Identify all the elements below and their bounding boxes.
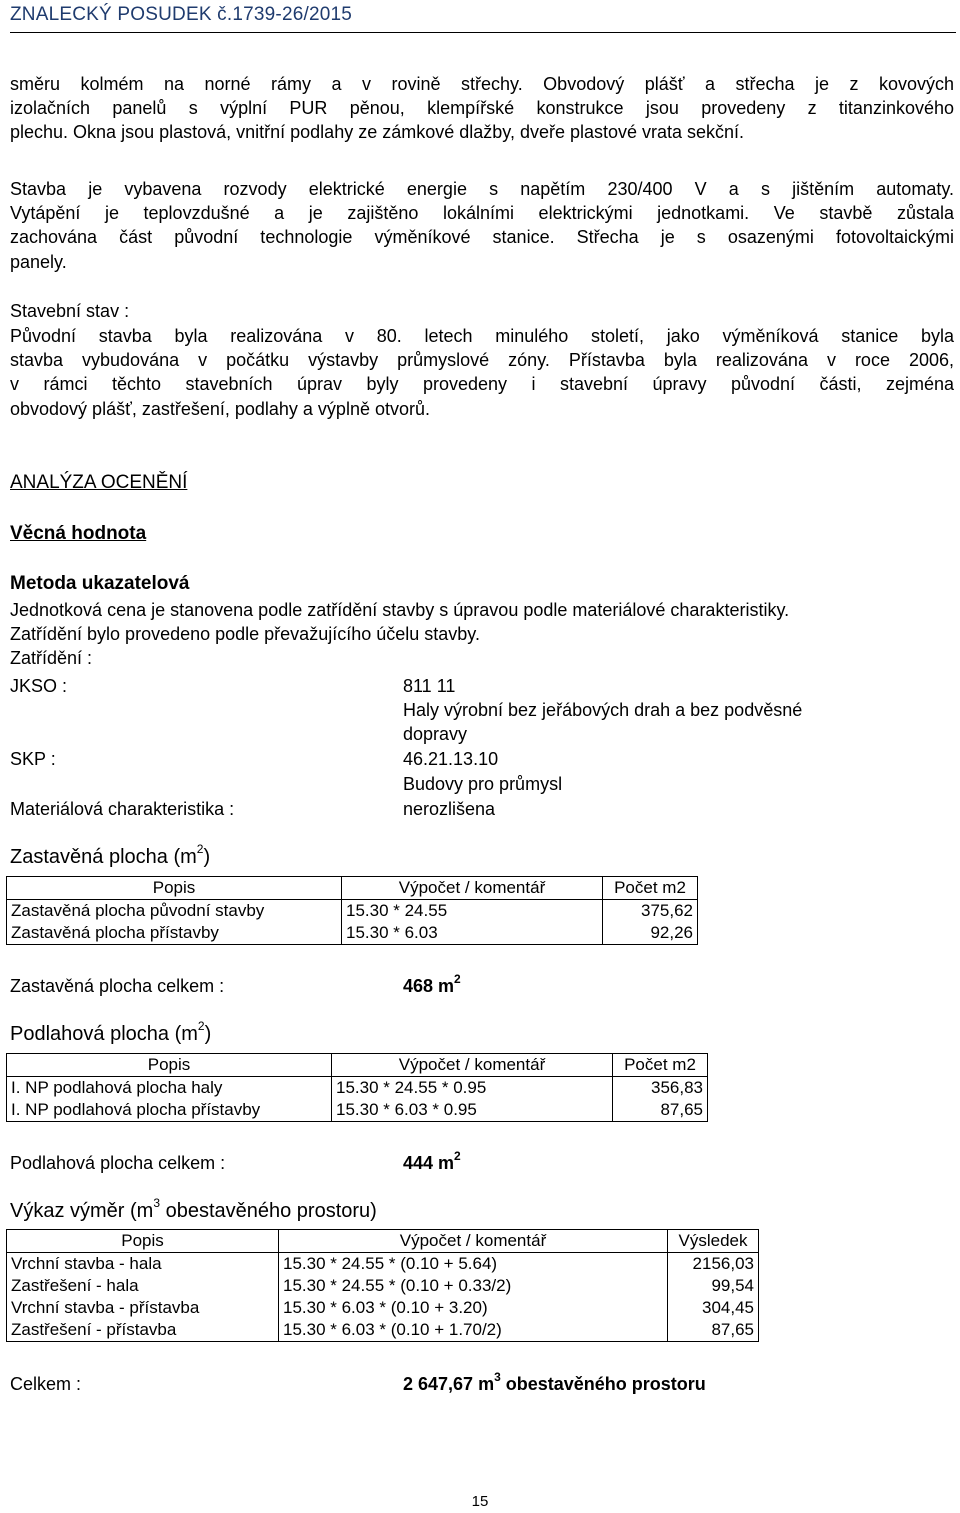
table-cell: 304,45	[668, 1297, 759, 1319]
volume-total-value	[403, 1370, 706, 1395]
total-text: 2 647,67 m	[403, 1374, 495, 1394]
title-sup: 2	[196, 842, 204, 857]
header-cell: Počet m2	[603, 877, 698, 900]
header-cell: Výpočet / komentář	[332, 1054, 613, 1077]
text-line: Jednotková cena je stanovena podle zatřídění stavby s úpravou podle materiálové charakteristiky.	[10, 600, 790, 620]
material-label: Materiálová charakteristika :	[10, 799, 235, 819]
table-cell: 15.30 * 6.03 * (0.10 + 1.70/2)	[279, 1319, 668, 1342]
table-cell: 15.30 * 24.55 * (0.10 + 5.64)	[279, 1253, 668, 1276]
text-line: Zatřídění :	[10, 648, 93, 669]
table-row	[7, 1297, 759, 1319]
header-cell: Popis	[7, 877, 342, 900]
jkso-desc-cont: dopravy	[403, 724, 468, 744]
total-end: obestavěného prostoru	[500, 1374, 706, 1394]
text-line: směru kolmém na norné rámy a v rovině střechy. Obvodový plášť a střecha je z kovových	[10, 74, 954, 94]
table-cell: 15.30 * 24.55 * 0.95	[332, 1077, 613, 1100]
table-row	[7, 1099, 708, 1122]
table-row	[7, 1253, 759, 1276]
floor-area-table	[6, 1053, 708, 1122]
table-cell: Zastavěná plocha původní stavby	[7, 900, 342, 923]
title-end: )	[203, 846, 211, 868]
header-cell: Popis	[7, 1054, 332, 1077]
built-area-total-label: Zastavěná plocha celkem :	[10, 976, 225, 996]
text-line: Zatřídění bylo provedeno podle převažujícího účelu stavby.	[10, 624, 480, 645]
skp-desc: Budovy pro průmysl	[403, 774, 563, 794]
text-line: panely.	[10, 251, 67, 272]
text-line: obvodový plášť, zastřešení, podlahy a výplně otvorů.	[10, 398, 430, 419]
total-text: 468 m	[403, 976, 455, 996]
table-cell: 99,54	[668, 1275, 759, 1297]
volume-table	[6, 1229, 759, 1342]
table-header-row	[7, 1230, 759, 1253]
table-cell: Zastřešení - hala	[7, 1275, 279, 1297]
header-cell: Výpočet / komentář	[342, 877, 603, 900]
header-cell: Výsledek	[668, 1230, 759, 1253]
table-cell: 15.30 * 24.55	[342, 900, 603, 923]
table-row	[7, 1077, 708, 1100]
text-line: stavba vybudována v počátku výstavby průmyslové zóny. Přístavba byla realizována v roce 2006,	[10, 350, 954, 371]
jkso-desc: Haly výrobní bez jeřábových drah a bez podvěsné	[403, 700, 803, 720]
text-line: zachována část původní technologie výměníkové stanice. Střecha je s osazenými fotovoltaickými	[10, 227, 954, 248]
title-text: Výkaz výměr (m	[10, 1200, 154, 1222]
table-cell: Zastavěná plocha přístavby	[7, 922, 342, 945]
built-area-table	[6, 876, 698, 945]
table-header-row	[7, 877, 698, 900]
skp-code: 46.21.13.10	[403, 749, 499, 769]
built-area-title	[10, 842, 211, 869]
jkso-label: JKSO :	[10, 676, 68, 696]
header-rule	[10, 32, 956, 33]
table-header-row	[7, 1054, 708, 1077]
total-sup: 3	[494, 1370, 501, 1384]
table-cell: 15.30 * 6.03 * 0.95	[332, 1099, 613, 1122]
title-sup: 3	[153, 1196, 161, 1211]
method-paragraph	[10, 598, 954, 671]
table-cell: 15.30 * 6.03	[342, 922, 603, 945]
table-cell: 2156,03	[668, 1253, 759, 1276]
text-line: izolačních panelů s výplní PUR pěnou, klempířské konstrukce jsou provedeny z titanzinkového	[10, 98, 954, 119]
table-cell: 87,65	[613, 1099, 708, 1122]
title-text: Zastavěná plocha (m	[10, 846, 197, 868]
table-cell: 356,83	[613, 1077, 708, 1100]
total-sup: 2	[454, 1149, 461, 1163]
text-line: Původní stavba byla realizována v 80. letech minulého století, jako výměníková stanice byla	[10, 326, 954, 346]
table-cell: I. NP podlahová plocha přístavby	[7, 1099, 332, 1122]
material-value: nerozlišena	[403, 799, 496, 819]
floor-area-total-label: Podlahová plocha celkem :	[10, 1153, 226, 1173]
volume-total-label: Celkem :	[10, 1374, 82, 1394]
table-cell: Zastřešení - přístavba	[7, 1319, 279, 1342]
text-line: Vytápění je teplovzdušné a je zajištěno lokálními elektrickými jednotkami. Ve stavbě zůstala	[10, 203, 954, 224]
table-cell: 15.30 * 24.55 * (0.10 + 0.33/2)	[279, 1275, 668, 1297]
jkso-code: 811 11	[403, 676, 456, 696]
built-area-total-value	[403, 972, 461, 997]
table-cell: Vrchní stavba - hala	[7, 1253, 279, 1276]
table-cell: 92,26	[603, 922, 698, 945]
skp-label: SKP :	[10, 749, 56, 769]
text-line: Stavba je vybavena rozvody elektrické energie s napětím 230/400 V a s jištěním automaty.	[10, 179, 954, 199]
volume-title	[10, 1196, 377, 1223]
header-cell: Výpočet / komentář	[279, 1230, 668, 1253]
title-sup: 2	[197, 1019, 205, 1034]
header-cell: Počet m2	[613, 1054, 708, 1077]
table-row	[7, 1319, 759, 1342]
page-number: 15	[471, 1493, 489, 1510]
title-end: )	[204, 1023, 212, 1045]
table-cell: I. NP podlahová plocha haly	[7, 1077, 332, 1100]
stav-heading: Stavební stav :	[10, 301, 130, 321]
document-header: ZNALECKÝ POSUDEK č.1739-26/2015	[10, 4, 353, 25]
analysis-subtitle: Věcná hodnota	[10, 523, 147, 544]
table-row	[7, 1275, 759, 1297]
floor-area-total-value	[403, 1149, 461, 1174]
intro-paragraph	[10, 72, 954, 145]
title-end: obestavěného prostoru)	[160, 1200, 377, 1222]
total-text: 444 m	[403, 1153, 455, 1173]
stav-paragraph	[10, 324, 954, 421]
floor-area-title	[10, 1019, 212, 1046]
text-line: v rámci těchto stavebních úprav byly provedeny i stavební úpravy původní části, zejména	[10, 374, 954, 395]
total-sup: 2	[454, 972, 461, 986]
text-line: plechu. Okna jsou plastová, vnitřní podlahy ze zámkové dlažby, dveře plastové vrata sekční.	[10, 122, 745, 143]
header-cell: Popis	[7, 1230, 279, 1253]
method-title: Metoda ukazatelová	[10, 573, 190, 594]
table-cell: 15.30 * 6.03 * (0.10 + 3.20)	[279, 1297, 668, 1319]
table-row	[7, 922, 698, 945]
table-cell: 87,65	[668, 1319, 759, 1342]
analysis-title: ANALÝZA OCENĚNÍ	[10, 472, 188, 493]
table-cell: 375,62	[603, 900, 698, 923]
equipment-paragraph	[10, 177, 954, 274]
title-text: Podlahová plocha (m	[10, 1023, 198, 1045]
table-cell: Vrchní stavba - přístavba	[7, 1297, 279, 1319]
table-row	[7, 900, 698, 923]
